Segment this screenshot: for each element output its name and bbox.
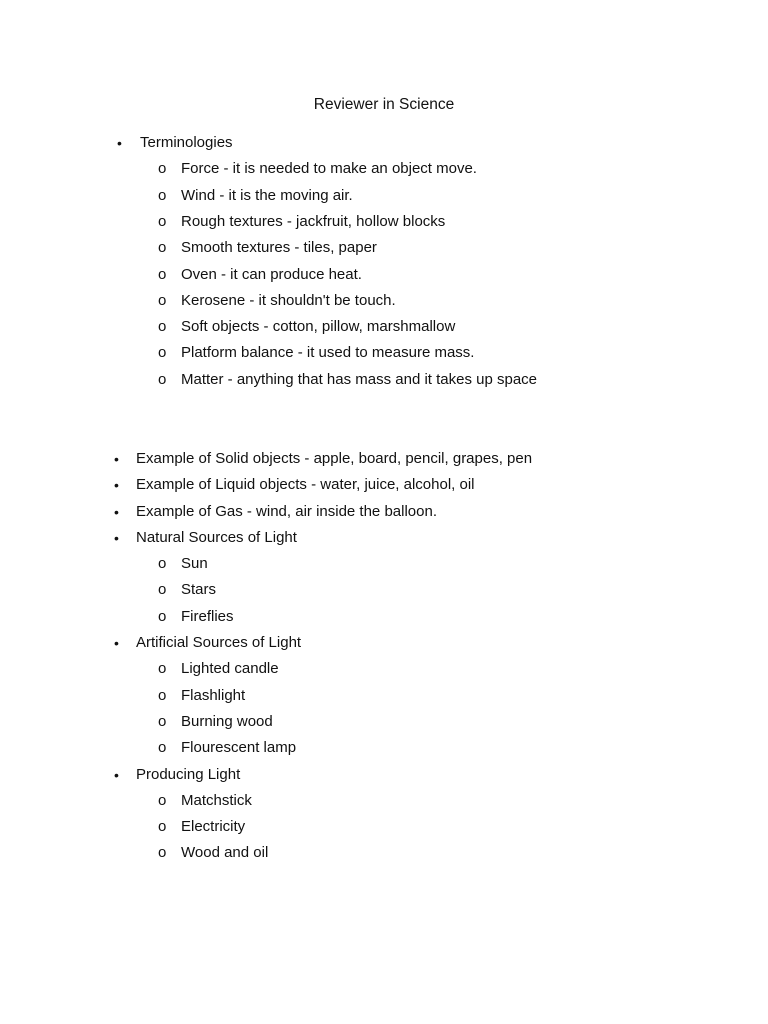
sub-bullet-icon: o (158, 344, 167, 361)
sub-bullet-text: Oven - it can produce heat. (181, 266, 362, 283)
sub-bullet-icon: o (158, 581, 167, 598)
sub-bullet-text: Matter - anything that has mass and it takes up space (181, 371, 538, 388)
bullet-text: Example of Gas - wind, air inside the balloon. (136, 503, 437, 520)
bullet-text: Natural Sources of Light (136, 529, 297, 546)
sub-bullet-icon: o (158, 292, 167, 309)
document-title: Reviewer in Science (313, 96, 455, 113)
sub-bullet-text: Rough textures - jackfruit, hollow blocks (181, 213, 446, 230)
bullet-icon: • (114, 504, 119, 520)
sub-bullet-text: Soft objects - cotton, pillow, marshmallow (181, 318, 456, 335)
sub-bullet-icon: o (158, 660, 167, 677)
sub-bullet-icon: o (158, 844, 167, 861)
sub-bullet-icon: o (158, 213, 167, 230)
sub-bullet-text: Sun (181, 555, 208, 572)
bullet-icon: • (114, 477, 119, 493)
sub-bullet-icon: o (158, 187, 167, 204)
bullet-text: Example of Solid objects - apple, board, pencil, grapes, pen (136, 450, 533, 467)
sub-bullet-icon: o (158, 608, 167, 625)
sub-bullet-icon: o (158, 739, 167, 756)
sub-bullet-text: Stars (181, 581, 217, 598)
sub-bullet-text: Matchstick (181, 792, 252, 809)
bullet-text: Terminologies (140, 134, 233, 151)
sub-bullet-text: Wind - it is the moving air. (181, 187, 353, 204)
sub-bullet-text: Lighted candle (181, 660, 279, 677)
bullet-icon: • (114, 451, 119, 467)
sub-bullet-text: Platform balance - it used to measure mass. (181, 344, 475, 361)
sub-bullet-icon: o (158, 713, 167, 730)
sub-bullet-icon: o (158, 239, 167, 256)
sub-bullet-icon: o (158, 792, 167, 809)
sub-bullet-text: Wood and oil (181, 844, 269, 861)
sub-bullet-icon: o (158, 555, 167, 572)
sub-bullet-text: Smooth textures - tiles, paper (181, 239, 377, 256)
bullet-icon: • (114, 635, 119, 651)
bullet-icon: • (114, 767, 119, 783)
sub-bullet-text: Burning wood (181, 713, 273, 730)
sub-bullet-text: Force - it is needed to make an object move. (181, 160, 477, 177)
sub-bullet-icon: o (158, 371, 167, 388)
sub-bullet-text: Kerosene - it shouldn't be touch. (181, 292, 396, 309)
sub-bullet-text: Flashlight (181, 687, 246, 704)
sub-bullet-icon: o (158, 160, 167, 177)
sub-bullet-icon: o (158, 687, 167, 704)
sub-bullet-text: Electricity (181, 818, 246, 835)
bullet-text: Artificial Sources of Light (136, 634, 302, 651)
bullet-text: Producing Light (136, 766, 241, 783)
bullet-text: Example of Liquid objects - water, juice, alcohol, oil (136, 476, 475, 493)
sub-bullet-text: Flourescent lamp (181, 739, 297, 756)
bullet-icon: • (114, 530, 119, 546)
sub-bullet-text: Fireflies (181, 608, 234, 625)
sub-bullet-icon: o (158, 266, 167, 283)
sub-bullet-icon: o (158, 318, 167, 335)
bullet-icon: • (117, 135, 122, 151)
sub-bullet-icon: o (158, 818, 167, 835)
